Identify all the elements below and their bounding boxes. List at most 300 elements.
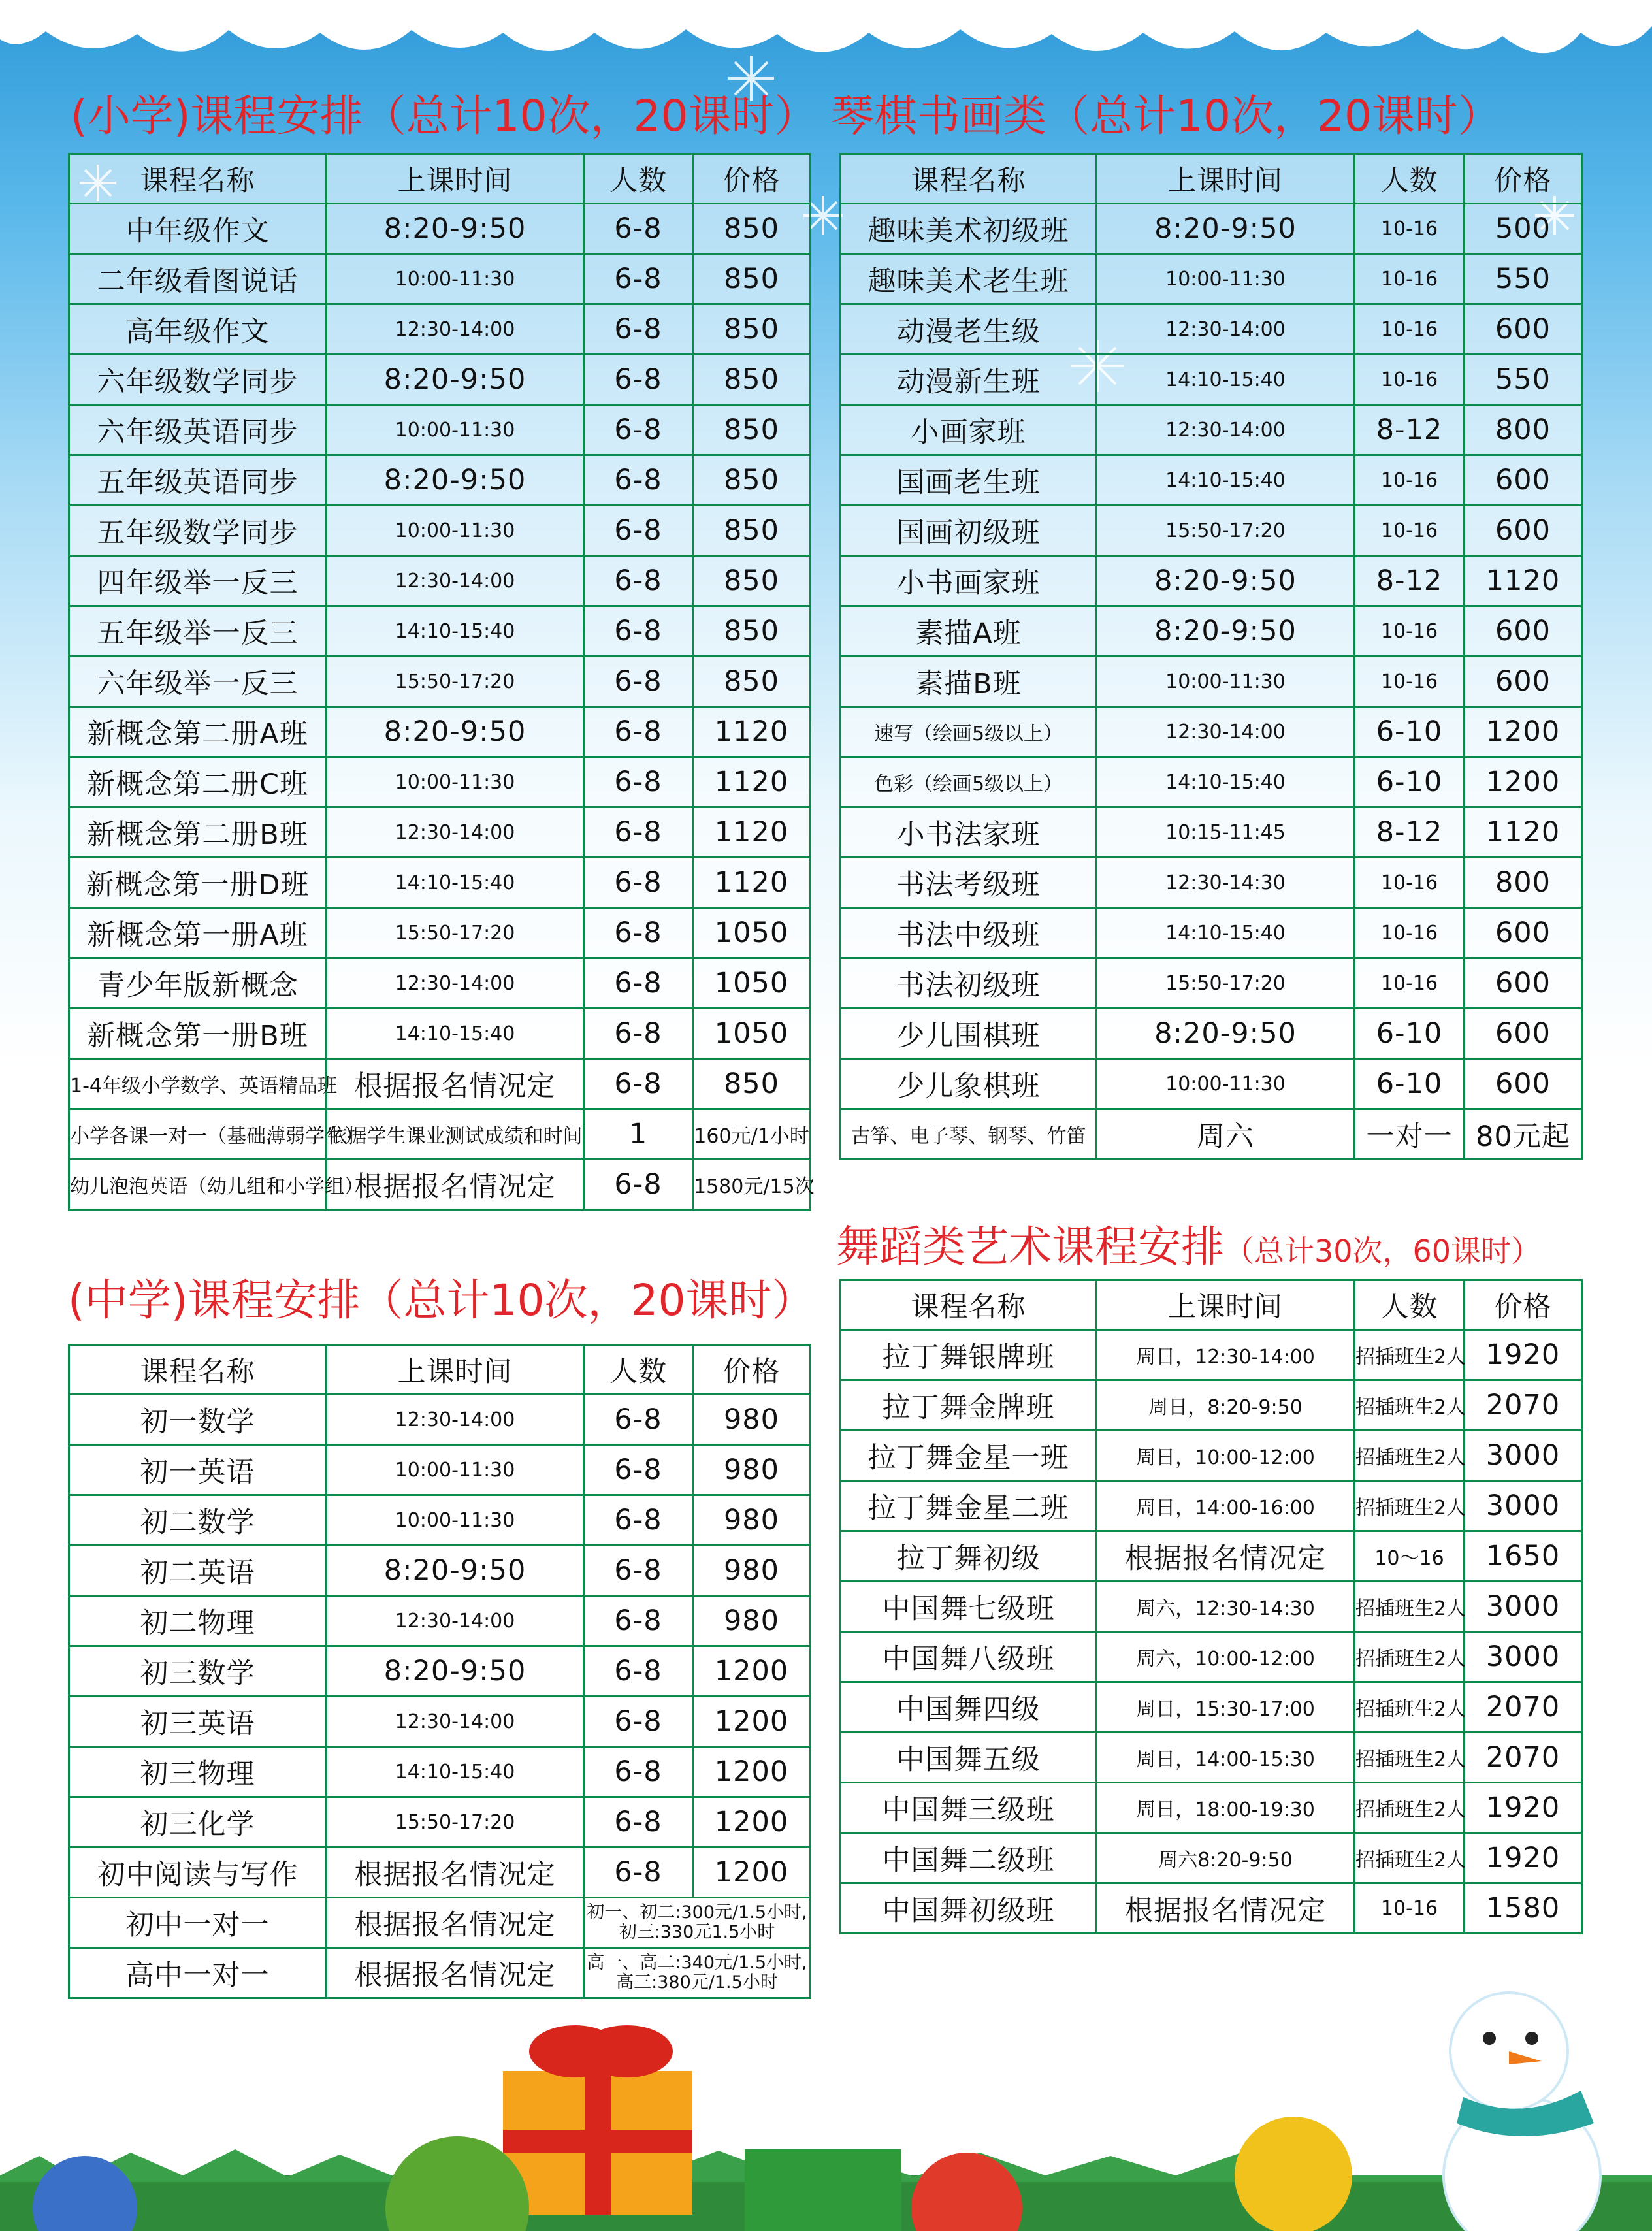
course-name-cell: 新概念第二册B班 bbox=[69, 807, 327, 858]
class-size-cell: 6-8 bbox=[584, 1848, 693, 1898]
class-time-cell: 10:00-11:30 bbox=[1097, 1059, 1355, 1109]
class-time-cell: 10:00-11:30 bbox=[327, 405, 584, 455]
course-name-cell: 初二物理 bbox=[69, 1596, 327, 1646]
class-time-cell: 14:10-15:40 bbox=[327, 1747, 584, 1797]
price-cell: 1580元/15次 bbox=[693, 1160, 811, 1210]
course-name-cell: 新概念第一册A班 bbox=[69, 908, 327, 958]
dance-course-table bbox=[839, 1279, 1583, 1934]
class-size-cell: 6-8 bbox=[584, 958, 693, 1009]
class-size-cell: 招插班生2人 bbox=[1355, 1380, 1465, 1431]
table-header-row bbox=[69, 1345, 811, 1395]
course-name-cell: 素描A班 bbox=[841, 606, 1097, 657]
class-size-cell: 6-8 bbox=[584, 204, 693, 254]
class-time-cell: 8:20-9:50 bbox=[327, 1546, 584, 1596]
table-row bbox=[841, 1330, 1582, 1380]
header-course-name: 课程名称 bbox=[841, 154, 1097, 204]
header-course-name: 课程名称 bbox=[841, 1280, 1097, 1330]
course-name-cell: 拉丁舞金星二班 bbox=[841, 1481, 1097, 1531]
class-time-cell: 12:30-14:00 bbox=[327, 958, 584, 1009]
table-row bbox=[841, 405, 1582, 455]
class-time-cell: 15:50-17:20 bbox=[1097, 506, 1355, 556]
class-size-cell: 10-16 bbox=[1355, 254, 1465, 304]
table-row bbox=[69, 556, 811, 606]
course-name-cell: 幼儿泡泡英语（幼儿组和小学组） bbox=[69, 1160, 327, 1210]
header-price: 价格 bbox=[693, 1345, 811, 1395]
table-row bbox=[69, 1495, 811, 1546]
class-time-cell: 8:20-9:50 bbox=[1097, 556, 1355, 606]
price-cell: 1200 bbox=[693, 1797, 811, 1848]
price-cell: 1200 bbox=[1465, 707, 1582, 757]
class-time-cell: 14:10-15:40 bbox=[1097, 908, 1355, 958]
class-time-cell: 10:15-11:45 bbox=[1097, 807, 1355, 858]
price-cell: 1120 bbox=[1465, 807, 1582, 858]
class-size-cell: 6-8 bbox=[584, 908, 693, 958]
dance-title-subtitle: （总计30次，60课时） bbox=[1224, 1233, 1542, 1269]
course-name-cell: 拉丁舞初级 bbox=[841, 1531, 1097, 1582]
header-class-size: 人数 bbox=[1355, 154, 1465, 204]
price-cell: 高一、高二:340元/1.5小时,高三:380元/1.5小时 bbox=[584, 1948, 811, 1998]
price-cell: 980 bbox=[693, 1546, 811, 1596]
table-row bbox=[69, 506, 811, 556]
table-header-row bbox=[841, 1280, 1582, 1330]
price-cell: 850 bbox=[693, 254, 811, 304]
class-time-cell: 根据报名情况定 bbox=[1097, 1531, 1355, 1582]
table-row bbox=[69, 455, 811, 506]
class-size-cell: 6-8 bbox=[584, 1495, 693, 1546]
class-size-cell: 8-12 bbox=[1355, 807, 1465, 858]
price-cell: 600 bbox=[1465, 1009, 1582, 1059]
primary-course-table bbox=[68, 153, 815, 1211]
table-row bbox=[841, 1109, 1582, 1160]
table-row bbox=[841, 1059, 1582, 1109]
price-cell: 3000 bbox=[1465, 1632, 1582, 1682]
class-size-cell: 10-16 bbox=[1355, 908, 1465, 958]
class-size-cell: 招插班生2人 bbox=[1355, 1582, 1465, 1632]
price-cell: 1120 bbox=[1465, 556, 1582, 606]
course-name-cell: 新概念第二册C班 bbox=[69, 757, 327, 807]
table-row bbox=[69, 1445, 811, 1495]
course-name-cell: 少儿围棋班 bbox=[841, 1009, 1097, 1059]
table-row bbox=[841, 908, 1582, 958]
table-row bbox=[69, 1948, 811, 1998]
price-cell: 80元起 bbox=[1465, 1109, 1582, 1160]
class-size-cell: 6-8 bbox=[584, 707, 693, 757]
course-name-cell: 初三化学 bbox=[69, 1797, 327, 1848]
art-section-title: 琴棋书画类（总计10次，20课时） bbox=[831, 91, 1501, 141]
class-time-cell: 周日，14:00-16:00 bbox=[1097, 1481, 1355, 1531]
table-row bbox=[841, 958, 1582, 1009]
price-cell: 1200 bbox=[693, 1747, 811, 1797]
class-time-cell: 依据学生课业测试成绩和时间 bbox=[327, 1109, 584, 1160]
table-row bbox=[69, 1109, 811, 1160]
price-cell: 1200 bbox=[693, 1848, 811, 1898]
table-row bbox=[841, 858, 1582, 908]
class-size-cell: 6-8 bbox=[584, 405, 693, 455]
price-cell: 1650 bbox=[1465, 1531, 1582, 1582]
course-name-cell: 青少年版新概念 bbox=[69, 958, 327, 1009]
table-row bbox=[841, 1582, 1582, 1632]
course-name-cell: 五年级举一反三 bbox=[69, 606, 327, 657]
class-size-cell: 8-12 bbox=[1355, 556, 1465, 606]
class-size-cell: 6-8 bbox=[584, 1160, 693, 1210]
course-name-cell: 中国舞初级班 bbox=[841, 1883, 1097, 1934]
price-cell: 1050 bbox=[693, 958, 811, 1009]
header-class-time: 上课时间 bbox=[327, 154, 584, 204]
table-row bbox=[69, 757, 811, 807]
course-name-cell: 小书画家班 bbox=[841, 556, 1097, 606]
course-name-cell: 初二数学 bbox=[69, 1495, 327, 1546]
class-size-cell: 6-8 bbox=[584, 1747, 693, 1797]
class-time-cell: 12:30-14:00 bbox=[1097, 707, 1355, 757]
price-cell: 3000 bbox=[1465, 1582, 1582, 1632]
class-size-cell: 6-8 bbox=[584, 1009, 693, 1059]
gold-ornament-decoration bbox=[1235, 2117, 1352, 2231]
price-cell: 850 bbox=[693, 455, 811, 506]
class-size-cell: 6-8 bbox=[584, 1445, 693, 1495]
table-row bbox=[841, 304, 1582, 355]
class-size-cell: 10-16 bbox=[1355, 355, 1465, 405]
price-cell: 2070 bbox=[1465, 1733, 1582, 1783]
price-cell: 1920 bbox=[1465, 1330, 1582, 1380]
course-name-cell: 拉丁舞金牌班 bbox=[841, 1380, 1097, 1431]
course-name-cell: 初中阅读与写作 bbox=[69, 1848, 327, 1898]
course-name-cell: 初中一对一 bbox=[69, 1898, 327, 1948]
class-size-cell: 6-10 bbox=[1355, 1059, 1465, 1109]
class-time-cell: 周日，12:30-14:00 bbox=[1097, 1330, 1355, 1380]
price-cell: 2070 bbox=[1465, 1380, 1582, 1431]
class-time-cell: 根据报名情况定 bbox=[1097, 1883, 1355, 1934]
class-time-cell: 8:20-9:50 bbox=[1097, 204, 1355, 254]
class-time-cell: 14:10-15:40 bbox=[327, 606, 584, 657]
course-name-cell: 趣味美术老生班 bbox=[841, 254, 1097, 304]
table-row bbox=[69, 405, 811, 455]
class-size-cell: 6-8 bbox=[584, 1546, 693, 1596]
course-name-cell: 六年级数学同步 bbox=[69, 355, 327, 405]
class-size-cell: 10-16 bbox=[1355, 657, 1465, 707]
class-time-cell: 14:10-15:40 bbox=[327, 1009, 584, 1059]
course-name-cell: 高年级作文 bbox=[69, 304, 327, 355]
course-name-cell: 书法中级班 bbox=[841, 908, 1097, 958]
table-row bbox=[69, 1059, 811, 1109]
class-size-cell: 6-10 bbox=[1355, 1009, 1465, 1059]
table-row bbox=[69, 707, 811, 757]
class-size-cell: 8-12 bbox=[1355, 405, 1465, 455]
class-size-cell: 招插班生2人 bbox=[1355, 1431, 1465, 1481]
class-size-cell: 6-8 bbox=[584, 254, 693, 304]
class-size-cell: 6-8 bbox=[584, 506, 693, 556]
course-name-cell: 新概念第一册B班 bbox=[69, 1009, 327, 1059]
class-time-cell: 8:20-9:50 bbox=[327, 707, 584, 757]
class-time-cell: 12:30-14:00 bbox=[327, 556, 584, 606]
table-row bbox=[69, 958, 811, 1009]
table-row bbox=[69, 606, 811, 657]
course-name-cell: 中国舞二级班 bbox=[841, 1833, 1097, 1883]
class-time-cell: 12:30-14:30 bbox=[1097, 858, 1355, 908]
class-size-cell: 6-8 bbox=[584, 1797, 693, 1848]
class-time-cell: 周日，8:20-9:50 bbox=[1097, 1380, 1355, 1431]
price-cell: 1050 bbox=[693, 1009, 811, 1059]
table-row bbox=[841, 757, 1582, 807]
table-header-row bbox=[841, 154, 1582, 204]
class-time-cell: 10:00-11:30 bbox=[327, 1495, 584, 1546]
course-name-cell: 少儿象棋班 bbox=[841, 1059, 1097, 1109]
middle-section-title: (中学)课程安排（总计10次，20课时） bbox=[68, 1275, 815, 1326]
header-class-time: 上课时间 bbox=[1097, 1280, 1355, 1330]
price-cell: 2070 bbox=[1465, 1682, 1582, 1733]
table-row bbox=[841, 254, 1582, 304]
course-name-cell: 小画家班 bbox=[841, 405, 1097, 455]
price-cell: 1920 bbox=[1465, 1783, 1582, 1833]
class-size-cell: 10-16 bbox=[1355, 958, 1465, 1009]
class-size-cell: 10～16 bbox=[1355, 1531, 1465, 1582]
class-time-cell: 15:50-17:20 bbox=[1097, 958, 1355, 1009]
course-name-cell: 中国舞三级班 bbox=[841, 1783, 1097, 1833]
price-cell: 600 bbox=[1465, 908, 1582, 958]
price-cell: 600 bbox=[1465, 506, 1582, 556]
class-time-cell: 15:50-17:20 bbox=[327, 657, 584, 707]
class-time-cell: 14:10-15:40 bbox=[1097, 455, 1355, 506]
class-time-cell: 15:50-17:20 bbox=[327, 1797, 584, 1848]
class-size-cell: 1 bbox=[584, 1109, 693, 1160]
class-time-cell: 12:30-14:00 bbox=[327, 1395, 584, 1445]
course-name-cell: 小书法家班 bbox=[841, 807, 1097, 858]
table-row bbox=[69, 908, 811, 958]
class-time-cell: 10:00-11:30 bbox=[1097, 254, 1355, 304]
course-name-cell: 中国舞四级 bbox=[841, 1682, 1097, 1733]
course-name-cell: 动漫新生班 bbox=[841, 355, 1097, 405]
course-name-cell: 四年级举一反三 bbox=[69, 556, 327, 606]
price-cell: 850 bbox=[693, 355, 811, 405]
course-name-cell: 国画老生班 bbox=[841, 455, 1097, 506]
christmas-decoration bbox=[0, 2012, 1652, 2231]
class-size-cell: 10-16 bbox=[1355, 858, 1465, 908]
class-time-cell: 10:00-11:30 bbox=[327, 1445, 584, 1495]
class-size-cell: 6-8 bbox=[584, 1395, 693, 1445]
table-row bbox=[841, 506, 1582, 556]
price-cell: 550 bbox=[1465, 355, 1582, 405]
table-row bbox=[69, 204, 811, 254]
class-time-cell: 14:10-15:40 bbox=[1097, 757, 1355, 807]
table-row bbox=[69, 1009, 811, 1059]
price-cell: 500 bbox=[1465, 204, 1582, 254]
table-row bbox=[69, 1546, 811, 1596]
class-time-cell: 根据报名情况定 bbox=[327, 1898, 584, 1948]
class-size-cell: 招插班生2人 bbox=[1355, 1330, 1465, 1380]
class-size-cell: 招插班生2人 bbox=[1355, 1682, 1465, 1733]
price-cell: 980 bbox=[693, 1596, 811, 1646]
class-size-cell: 招插班生2人 bbox=[1355, 1632, 1465, 1682]
course-name-cell: 初三物理 bbox=[69, 1747, 327, 1797]
table-row bbox=[841, 204, 1582, 254]
price-cell: 1120 bbox=[693, 858, 811, 908]
course-name-cell: 小学各课一对一（基础薄弱学生） bbox=[69, 1109, 327, 1160]
class-size-cell: 6-8 bbox=[584, 455, 693, 506]
class-size-cell: 10-16 bbox=[1355, 304, 1465, 355]
price-cell: 850 bbox=[693, 1059, 811, 1109]
class-time-cell: 周六，12:30-14:30 bbox=[1097, 1582, 1355, 1632]
course-name-cell: 新概念第一册D班 bbox=[69, 858, 327, 908]
green-gift-decoration bbox=[745, 2149, 901, 2231]
header-class-time: 上课时间 bbox=[1097, 154, 1355, 204]
class-time-cell: 10:00-11:30 bbox=[327, 757, 584, 807]
class-size-cell: 10-16 bbox=[1355, 204, 1465, 254]
class-size-cell: 6-8 bbox=[584, 657, 693, 707]
course-name-cell: 新概念第二册A班 bbox=[69, 707, 327, 757]
table-row bbox=[69, 1898, 811, 1948]
table-row bbox=[69, 1797, 811, 1848]
course-name-cell: 1-4年级小学数学、英语精品班 bbox=[69, 1059, 327, 1109]
course-name-cell: 六年级举一反三 bbox=[69, 657, 327, 707]
class-time-cell: 12:30-14:00 bbox=[327, 807, 584, 858]
price-cell: 600 bbox=[1465, 958, 1582, 1009]
class-size-cell: 10-16 bbox=[1355, 606, 1465, 657]
dance-section-title bbox=[836, 1222, 1542, 1272]
class-size-cell: 6-8 bbox=[584, 1697, 693, 1747]
class-size-cell: 招插班生2人 bbox=[1355, 1733, 1465, 1783]
class-time-cell: 根据报名情况定 bbox=[327, 1160, 584, 1210]
price-cell: 1580 bbox=[1465, 1883, 1582, 1934]
course-name-cell: 素描B班 bbox=[841, 657, 1097, 707]
price-cell: 1200 bbox=[1465, 757, 1582, 807]
art-course-table bbox=[839, 153, 1583, 1160]
price-cell: 850 bbox=[693, 204, 811, 254]
course-name-cell: 速写（绘画5级以上） bbox=[841, 707, 1097, 757]
table-row bbox=[841, 1481, 1582, 1531]
table-row bbox=[841, 1833, 1582, 1883]
class-time-cell: 周六，10:00-12:00 bbox=[1097, 1632, 1355, 1682]
table-header-row bbox=[69, 154, 811, 204]
table-row bbox=[69, 355, 811, 405]
class-time-cell: 12:30-14:00 bbox=[327, 1596, 584, 1646]
class-size-cell: 6-10 bbox=[1355, 757, 1465, 807]
class-time-cell: 10:00-11:30 bbox=[1097, 657, 1355, 707]
class-time-cell: 8:20-9:50 bbox=[327, 1646, 584, 1697]
class-size-cell: 10-16 bbox=[1355, 1883, 1465, 1934]
class-size-cell: 招插班生2人 bbox=[1355, 1481, 1465, 1531]
table-row bbox=[841, 807, 1582, 858]
class-time-cell: 根据报名情况定 bbox=[327, 1848, 584, 1898]
class-size-cell: 6-8 bbox=[584, 355, 693, 405]
dance-title-main: 舞蹈类艺术课程安排 bbox=[836, 1222, 1224, 1272]
table-row bbox=[69, 304, 811, 355]
table-row bbox=[69, 858, 811, 908]
class-time-cell: 10:00-11:30 bbox=[327, 254, 584, 304]
class-size-cell: 一对一 bbox=[1355, 1109, 1465, 1160]
course-name-cell: 书法考级班 bbox=[841, 858, 1097, 908]
price-cell: 850 bbox=[693, 304, 811, 355]
price-cell: 1200 bbox=[693, 1646, 811, 1697]
course-name-cell: 中年级作文 bbox=[69, 204, 327, 254]
class-time-cell: 10:00-11:30 bbox=[327, 506, 584, 556]
course-name-cell: 六年级英语同步 bbox=[69, 405, 327, 455]
table-row bbox=[841, 1531, 1582, 1582]
table-row bbox=[841, 556, 1582, 606]
class-time-cell: 根据报名情况定 bbox=[327, 1059, 584, 1109]
class-time-cell: 周六 bbox=[1097, 1109, 1355, 1160]
class-size-cell: 招插班生2人 bbox=[1355, 1833, 1465, 1883]
price-cell: 550 bbox=[1465, 254, 1582, 304]
table-row bbox=[841, 1883, 1582, 1934]
course-name-cell: 五年级英语同步 bbox=[69, 455, 327, 506]
table-row bbox=[69, 1160, 811, 1210]
price-cell: 850 bbox=[693, 506, 811, 556]
class-time-cell: 12:30-14:00 bbox=[327, 1697, 584, 1747]
header-course-name: 课程名称 bbox=[69, 154, 327, 204]
table-row bbox=[69, 657, 811, 707]
price-cell: 1050 bbox=[693, 908, 811, 958]
price-cell: 初一、初二:300元/1.5小时,初三:330元1.5小时 bbox=[584, 1898, 811, 1948]
header-class-time: 上课时间 bbox=[327, 1345, 584, 1395]
price-cell: 980 bbox=[693, 1395, 811, 1445]
class-size-cell: 6-8 bbox=[584, 606, 693, 657]
course-name-cell: 国画初级班 bbox=[841, 506, 1097, 556]
course-name-cell: 五年级数学同步 bbox=[69, 506, 327, 556]
table-row bbox=[841, 1380, 1582, 1431]
class-time-cell: 8:20-9:50 bbox=[327, 455, 584, 506]
course-name-cell: 拉丁舞银牌班 bbox=[841, 1330, 1097, 1380]
table-row bbox=[69, 254, 811, 304]
course-name-cell: 书法初级班 bbox=[841, 958, 1097, 1009]
table-row bbox=[841, 1682, 1582, 1733]
header-course-name: 课程名称 bbox=[69, 1345, 327, 1395]
price-cell: 850 bbox=[693, 556, 811, 606]
course-name-cell: 初三数学 bbox=[69, 1646, 327, 1697]
class-size-cell: 6-8 bbox=[584, 304, 693, 355]
class-time-cell: 周六8:20-9:50 bbox=[1097, 1833, 1355, 1883]
class-time-cell: 根据报名情况定 bbox=[327, 1948, 584, 1998]
class-time-cell: 12:30-14:00 bbox=[1097, 405, 1355, 455]
price-cell: 600 bbox=[1465, 1059, 1582, 1109]
price-cell: 3000 bbox=[1465, 1481, 1582, 1531]
price-cell: 1920 bbox=[1465, 1833, 1582, 1883]
price-cell: 850 bbox=[693, 405, 811, 455]
class-time-cell: 周日，18:00-19:30 bbox=[1097, 1783, 1355, 1833]
table-row bbox=[841, 1733, 1582, 1783]
table-row bbox=[841, 606, 1582, 657]
course-name-cell: 趣味美术初级班 bbox=[841, 204, 1097, 254]
header-price: 价格 bbox=[1465, 154, 1582, 204]
table-row bbox=[841, 1632, 1582, 1682]
class-time-cell: 周日，15:30-17:00 bbox=[1097, 1682, 1355, 1733]
price-cell: 800 bbox=[1465, 858, 1582, 908]
class-time-cell: 12:30-14:00 bbox=[1097, 304, 1355, 355]
table-row bbox=[841, 707, 1582, 757]
class-time-cell: 周日，10:00-12:00 bbox=[1097, 1431, 1355, 1481]
course-name-cell: 二年级看图说话 bbox=[69, 254, 327, 304]
table-row bbox=[69, 1697, 811, 1747]
class-size-cell: 6-10 bbox=[1355, 707, 1465, 757]
class-size-cell: 6-8 bbox=[584, 858, 693, 908]
price-cell: 3000 bbox=[1465, 1431, 1582, 1481]
price-cell: 850 bbox=[693, 606, 811, 657]
price-cell: 800 bbox=[1465, 405, 1582, 455]
course-name-cell: 初一英语 bbox=[69, 1445, 327, 1495]
course-name-cell: 初三英语 bbox=[69, 1697, 327, 1747]
class-size-cell: 10-16 bbox=[1355, 506, 1465, 556]
class-size-cell: 6-8 bbox=[584, 1059, 693, 1109]
table-row bbox=[841, 1431, 1582, 1481]
price-cell: 1120 bbox=[693, 757, 811, 807]
course-name-cell: 古筝、电子琴、钢琴、竹笛 bbox=[841, 1109, 1097, 1160]
price-cell: 1200 bbox=[693, 1697, 811, 1747]
table-row bbox=[841, 355, 1582, 405]
header-price: 价格 bbox=[1465, 1280, 1582, 1330]
class-size-cell: 6-8 bbox=[584, 1646, 693, 1697]
price-cell: 980 bbox=[693, 1495, 811, 1546]
course-name-cell: 中国舞五级 bbox=[841, 1733, 1097, 1783]
price-cell: 980 bbox=[693, 1445, 811, 1495]
course-name-cell: 高中一对一 bbox=[69, 1948, 327, 1998]
